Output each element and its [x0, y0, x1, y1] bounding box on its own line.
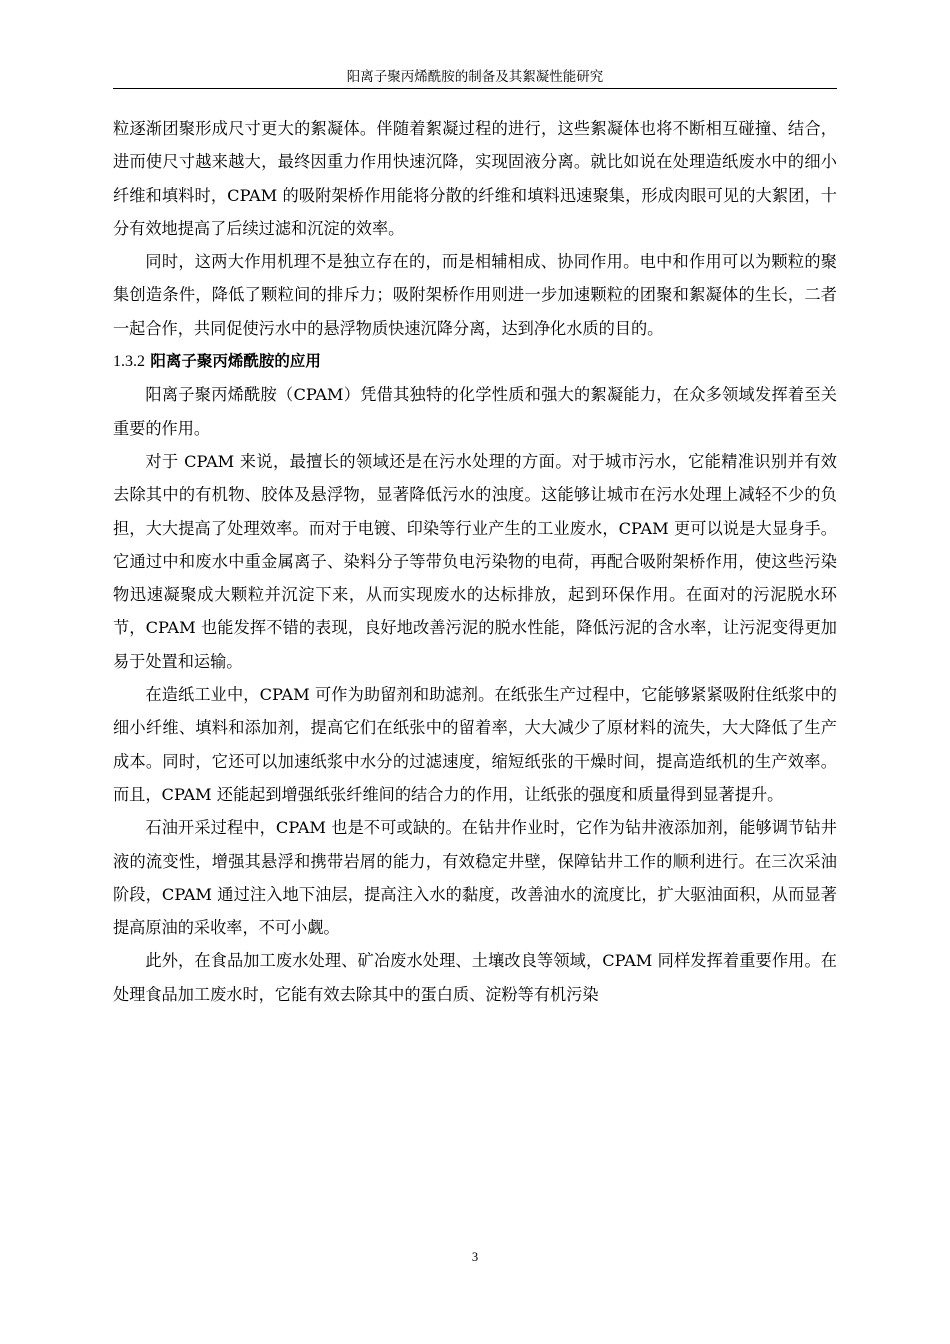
paragraph-2: 同时，这两大作用机理不是独立存在的，而是相辅相成、协同作用。电中和作用可以为颗粒的聚集创造条件，降低了颗粒间的排斥力；吸附架桥作用则进一步加速颗粒的团聚和絮凝体的生长，二者一起合作，共同促使污水中的悬浮物质快速沉降分离，达到净化水质的目的。: [113, 252, 837, 338]
header-rule: [113, 88, 837, 89]
section-heading: [113, 345, 837, 378]
section-title: 阳离子聚丙烯酰胺的应用: [150, 352, 321, 371]
page-number: 3: [471, 1250, 479, 1264]
paragraph-3: 阳离子聚丙烯酰胺（CPAM）凭借其独特的化学性质和强大的絮凝能力，在众多领域发挥着至关重要的作用。: [113, 385, 837, 438]
section-number: 1.3.2: [113, 353, 145, 371]
paragraph-1: 粒逐渐团聚形成尺寸更大的絮凝体。伴随着絮凝过程的进行，这些絮凝体也将不断相互碰撞、结合，进而使尺寸越来越大，最终因重力作用快速沉降，实现固液分离。就比如说在处理造纸废水中的细小纤维和填料时，CPAM 的吸附架桥作用能将分散的纤维和填料迅速聚集，形成肉眼可见的大絮团，十分有效地提高了后续过滤和沉淀的效率。: [113, 119, 837, 238]
paragraph-4: 对于 CPAM 来说，最擅长的领域还是在污水处理的方面。对于城市污水，它能精准识别并有效去除其中的有机物、胶体及悬浮物，显著降低污水的浊度。这能够让城市在污水处理上减轻不少的负担，大大提高了处理效率。而对于电镀、印染等行业产生的工业废水，CPAM 更可以说是大显身手。它通过中和废水中重金属离子、染料分子等带负电污染物的电荷，再配合吸附架桥作用，使这些污染物迅速凝聚成大颗粒并沉淀下来，从而实现废水的达标排放，起到环保作用。在面对的污泥脱水环节，CPAM 也能发挥不错的表现，良好地改善污泥的脱水性能，降低污泥的含水率，让污泥变得更加易于处置和运输。: [113, 451, 837, 671]
paragraph-6: 石油开采过程中，CPAM 也是不可或缺的。在钻井作业时，它作为钻井液添加剂，能够调节钻井液的流变性，增强其悬浮和携带岩屑的能力，有效稳定井壁，保障钻井工作的顺利进行。在三次采油阶段，CPAM 通过注入地下油层，提高注入水的黏度，改善油水的流度比，扩大驱油面积，从而显著提高原油的采收率，不可小觑。: [113, 818, 837, 938]
paragraph-7: 此外，在食品加工废水处理、矿冶废水处理、土壤改良等领域，CPAM 同样发挥着重要作用。在处理食品加工废水时，它能有效去除其中的蛋白质、淀粉等有机污染: [113, 951, 837, 1004]
body-text: [113, 112, 837, 1011]
running-header-title: 阳离子聚丙烯酰胺的制备及其絮凝性能研究: [346, 69, 604, 85]
paragraph-5: 在造纸工业中，CPAM 可作为助留剂和助滤剂。在纸张生产过程中，它能够紧紧吸附住纸浆中的细小纤维、填料和添加剂，提高它们在纸张中的留着率，大大减少了原材料的流失，大大降低了生产成本。同时，它还可以加速纸浆中水分的过滤速度，缩短纸张的干燥时间，提高造纸机的生产效率。而且，CPAM 还能起到增强纸张纤维间的结合力的作用，让纸张的强度和质量得到显著提升。: [113, 685, 837, 804]
